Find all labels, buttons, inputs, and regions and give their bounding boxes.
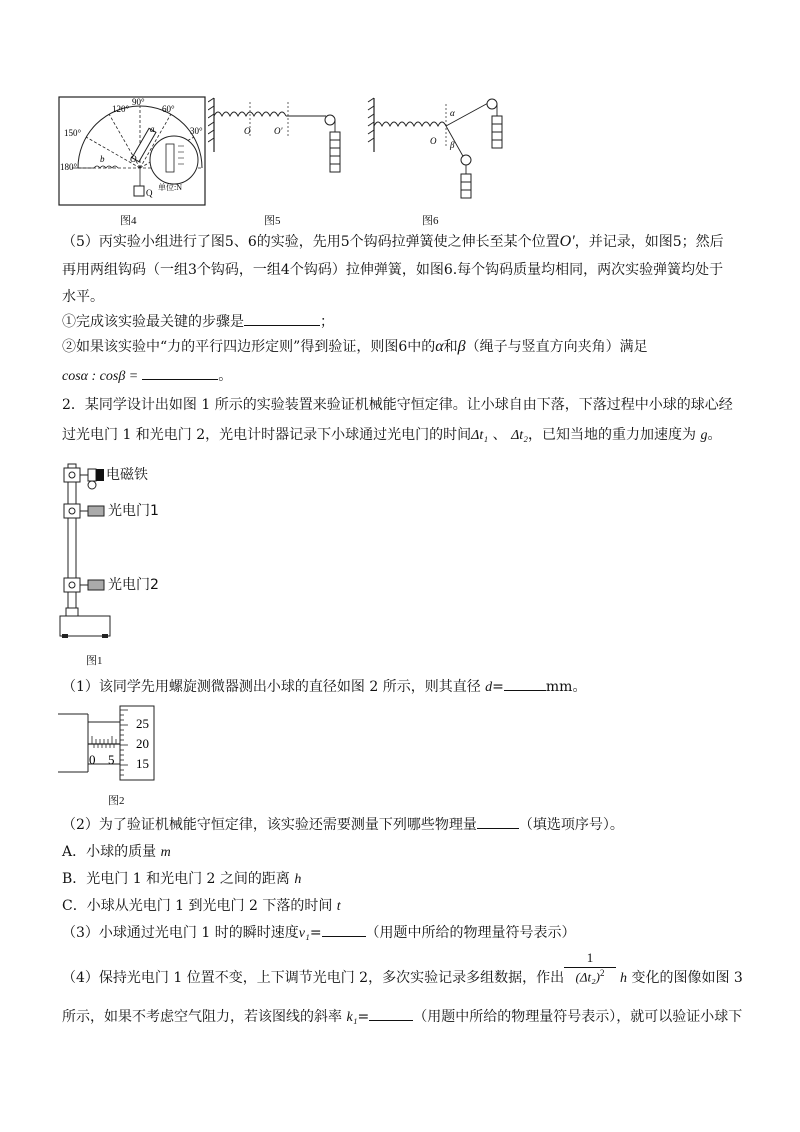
fig6-label-alpha: α bbox=[450, 108, 455, 118]
figure-1-caption: 图1 bbox=[86, 655, 103, 667]
fig5-label-o-prime: O' bbox=[274, 126, 283, 136]
answer-blank[interactable] bbox=[504, 676, 546, 691]
angle-120: 120° bbox=[112, 104, 130, 114]
fig6-label-beta: β bbox=[450, 140, 455, 150]
q5-sub2: ②如果该实验中“力的平行四边形定则”得到验证，则图6中的α和β（绳子与竖直方向夹角）满足 bbox=[62, 338, 648, 355]
fig6-label-o: O bbox=[430, 136, 437, 146]
figure-5-caption: 图5 bbox=[264, 215, 281, 227]
angle-180: 180° bbox=[60, 162, 78, 172]
figure-1 bbox=[58, 458, 258, 648]
fig2-main-5: 5 bbox=[108, 752, 115, 767]
q2-sub4-line2: 所示，如果不考虑空气阻力，若该图线的斜率 k₁= （用题中所给的物理量符号表示），就可以验证小球下 bbox=[62, 1006, 742, 1028]
q5-line3: 水平。 bbox=[62, 289, 104, 305]
q2-option-a: A．小球的质量 m bbox=[62, 844, 171, 860]
answer-blank[interactable] bbox=[369, 1006, 413, 1021]
figure-5 bbox=[208, 96, 348, 208]
answer-blank[interactable] bbox=[244, 311, 320, 326]
angle-60: 60° bbox=[162, 104, 175, 114]
angle-30: 30° bbox=[190, 126, 203, 136]
figure-2 bbox=[58, 702, 178, 782]
fig2-tick-15: 15 bbox=[136, 756, 149, 771]
answer-blank[interactable] bbox=[142, 365, 218, 380]
q2-option-b: B．光电门 1 和光电门 2 之间的距离 h bbox=[62, 871, 302, 887]
label-a: a bbox=[150, 124, 155, 134]
q2-option-c: C．小球从光电门 1 到光电门 2 下落的时间 t bbox=[62, 898, 341, 914]
fig2-tick-20: 20 bbox=[136, 736, 149, 751]
q2-sub4-line1b: h 变化的图像如图 3 bbox=[620, 970, 743, 986]
figure-6 bbox=[366, 96, 526, 208]
figure-4 bbox=[58, 96, 208, 208]
q5-line2: 再用两组钩码（一组3个钩码，一组4个钩码）拉伸弹簧，如图6.每个钩码质量均相同，两次实验弹簧均处于 bbox=[62, 262, 724, 278]
fig5-label-o: O bbox=[244, 126, 251, 136]
label-unit: 单位:N bbox=[158, 183, 182, 192]
q2-sub1: （1）该同学先用螺旋测微器测出小球的直径如图 2 所示，则其直径 d= mm。 bbox=[62, 676, 586, 698]
figure-6-caption: 图6 bbox=[422, 215, 439, 227]
q2-sub4-line1: （4）保持光电门 1 位置不变，上下调节光电门 2，多次实验记录多组数据，作出 bbox=[62, 970, 565, 986]
fraction: 1 $(\Delta t_2)^2$ bbox=[564, 950, 616, 985]
answer-blank[interactable] bbox=[477, 814, 519, 829]
angle-90: 90° bbox=[132, 97, 145, 107]
q5-ratio: cosα : cosβ = 。 bbox=[62, 365, 232, 387]
q5-sub1: ①完成该实验最关键的步骤是 ； bbox=[62, 311, 334, 332]
figure-4-caption: 图4 bbox=[120, 215, 137, 227]
label-o: O bbox=[130, 154, 137, 164]
answer-blank[interactable] bbox=[322, 922, 366, 937]
q2-sub3: （3）小球通过光电门 1 时的瞬时速度v₁= （用题中所给的物理量符号表示） bbox=[62, 922, 576, 944]
fig2-main-0: 0 bbox=[89, 752, 96, 767]
label-b: b bbox=[100, 154, 105, 164]
figure-2-caption: 图2 bbox=[108, 795, 125, 807]
fig1-label-gate2: 光电门2 bbox=[108, 577, 159, 593]
q2-sub2: （2）为了验证机械能守恒定律，该实验还需要测量下列哪些物理量 （填选项序号）。 bbox=[62, 814, 624, 835]
q5-line1: （5）丙实验小组进行了图5、6的实验，先用5个钩码拉弹簧使之伸长至某个位置O′，并记录，如图5；然后 bbox=[62, 233, 724, 250]
fig1-label-gate1: 光电门1 bbox=[108, 503, 159, 519]
q2-line1: 2．某同学设计出如图 1 所示的实验装置来验证机械能守恒定律。让小球自由下落，下落过程中小球的球心经 bbox=[62, 397, 733, 413]
label-q: Q bbox=[146, 188, 153, 198]
angle-150: 150° bbox=[64, 128, 82, 138]
fig1-label-magnet: 电磁铁 bbox=[106, 467, 148, 483]
q2-line2: 过光电门 1 和光电门 2，光电计时器记录下小球通过光电门的时间Δt₁ 、 Δt₂，已知当地的重力加速度为 g。 bbox=[62, 427, 722, 443]
fig2-tick-25: 25 bbox=[136, 716, 149, 731]
